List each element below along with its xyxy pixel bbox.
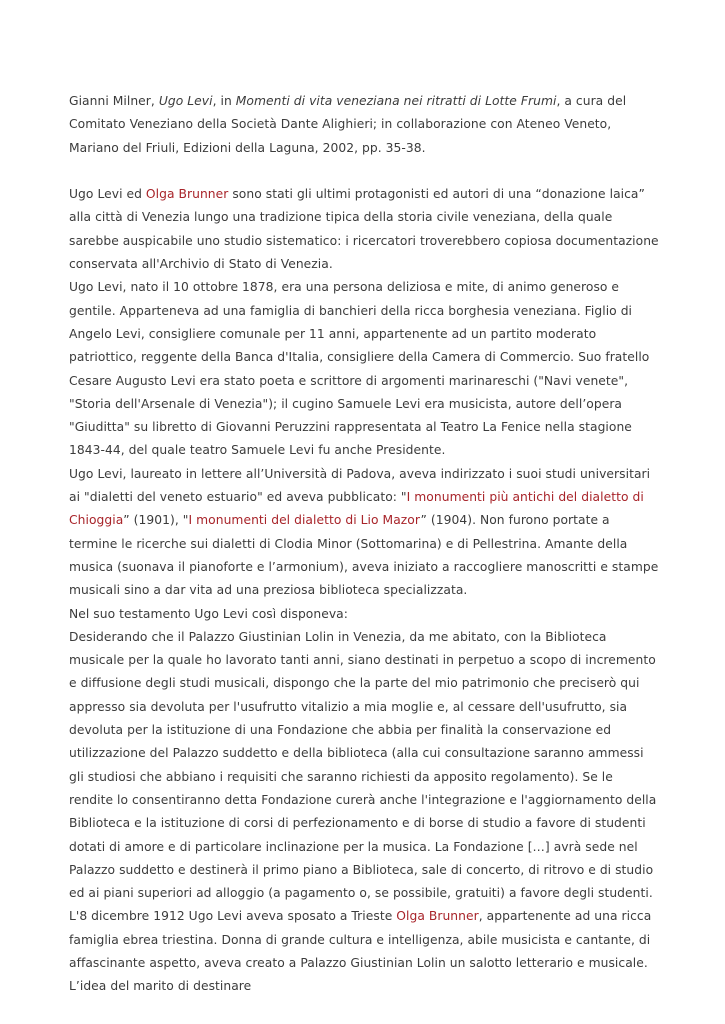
link-olga-brunner[interactable]: Olga Brunner bbox=[396, 909, 479, 924]
citation-author: Gianni Milner, bbox=[69, 94, 159, 108]
paragraph-testament-intro: Nel suo testamento Ugo Levi così disponeva: bbox=[69, 606, 348, 621]
citation bbox=[69, 90, 659, 160]
paragraph-biography: Ugo Levi, nato il 10 ottobre 1878, era una persona deliziosa e mite, di animo generoso e gentile. Apparteneva ad una famiglia di banchieri della ricca borghesia veneziana. Figlio di Angelo Levi, consigliere comunale per 11 anni, appartenente ad un partito moderato patriottico, reggente della Banca d'Italia, consigliere della Camera di Commercio. Suo fratello Cesare Augusto Levi era stato poeta e scrittore di argomenti marinareschi ("Navi venete", "Storia dell'Arsenale di Venezia"); il cugino Samuele Levi era musicista, autore dell’opera "Giuditta" su libretto di Giovanni Peruzzini rappresentata al Teatro La Fenice nella stagione 1843-44, del quale teatro Samuele Levi fu anche Presidente. bbox=[69, 280, 650, 458]
citation-separator: , in bbox=[212, 94, 236, 108]
text-span: Ugo Levi ed bbox=[69, 187, 146, 202]
link-monumenti-lio-mazor[interactable]: I monumenti del dialetto di Lio Mazor bbox=[188, 513, 421, 528]
document-body bbox=[69, 90, 659, 999]
citation-book-title: Momenti di vita veneziana nei ritratti di Lotte Frumi bbox=[235, 94, 557, 108]
link-monumenti-chioggia[interactable]: I monumenti più antichi del dialetto di Chioggia bbox=[69, 490, 644, 528]
link-olga-brunner[interactable]: Olga Brunner bbox=[145, 187, 229, 202]
paragraph-donation bbox=[69, 183, 659, 276]
citation-title: Ugo Levi bbox=[158, 94, 213, 108]
text-span: L'8 dicembre 1912 Ugo Levi aveva sposato a Trieste bbox=[69, 909, 397, 924]
paragraph-testament: Desiderando che il Palazzo Giustinian Lolin in Venezia, da me abitato, con la Biblioteca musicale per la quale ho lavorato tanti anni, siano destinati in perpetuo a scopo di incremento e diffusione degli studi musicali, dispongo che la parte del mio patrimonio che preciserò qui appresso sia devoluta per l'usufrutto vitalizio a mia moglie e, al cessare dell'usufrutto, sia devoluta per la istituzione di una Fondazione che abbia per finalità la conservazione ed utilizzazione del Palazzo suddetto e della biblioteca (alla cui consultazione saranno ammessi gli studiosi che abbiano i requisiti che saranno richiesti da apposito regolamento). Se le rendite lo consentiranno detta Fondazione curerà anche l'integrazione e l'aggiornamento della Biblioteca e la istituzione di corsi di perfezionamento e di borse di studio a favore di studenti dotati di amore e di particolare inclinazione per la musica. La Fondazione […] avrà sede nel Palazzo suddetto e destinerà il primo piano a Biblioteca, sale di concerto, di ritrovo e di studio ed ai piani superiori ad alloggio (a pagamento o, se possibile, gratuiti) a favore degli studenti. bbox=[69, 629, 657, 901]
text-span: ” (1901), " bbox=[123, 513, 189, 528]
text-span: Ugo Levi, laureato in lettere all’Università di Padova, aveva indirizzato i suoi studi universitari ai "dialetti del veneto estuario" ed aveva pubblicato: " bbox=[69, 466, 651, 505]
spacer bbox=[69, 160, 659, 183]
paragraph-marriage bbox=[69, 905, 659, 998]
paragraph-studies bbox=[69, 463, 659, 603]
text-span: sono stati gli ultimi protagonisti ed autori di una “donazione laica” alla città di Venezia lungo una tradizione tipica della storia civile veneziana, della quale sarebbe auspicabile uno studio sistematico: i ricercatori troverebbero copiosa documentazione conservata all'Archivio di Stato di Venezia. bbox=[69, 187, 659, 272]
text-span: ” (1904). Non furono portate a termine le ricerche sui dialetti di Clodia Minor (Sottomarina) e di Pellestrina. Amante della musica (suonava il pianoforte e l’armonium), aveva iniziato a raccogliere manoscritti e stampe musicali sino a dar vita ad una preziosa biblioteca specializzata. bbox=[69, 513, 659, 598]
citation-details: , a cura del Comitato Veneziano della Società Dante Alighieri; in collaborazione con Ateneo Veneto, Mariano del Friuli, Edizioni della Laguna, 2002, pp. 35-38. bbox=[69, 94, 627, 155]
text-span: , appartenente ad una ricca famiglia ebrea triestina. Donna di grande cultura e intelligenza, abile musicista e cantante, di affascinante aspetto, aveva creato a Palazzo Giustinian Lolin un salotto letterario e musicale. L’idea del marito di destinare bbox=[69, 909, 652, 994]
